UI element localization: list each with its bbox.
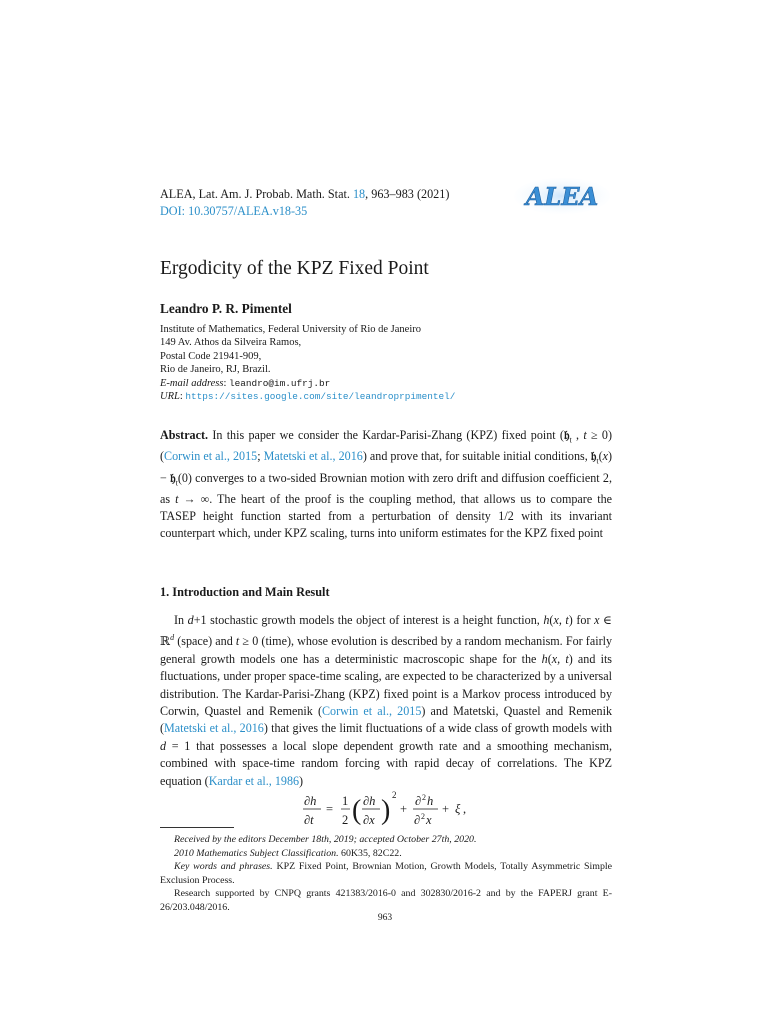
section-body: In d+1 stochastic growth models the object of interest is a height function, h(x, t) for x ∈ ℝ$^d$ (space) and t ≥ 0 (time), whose evolution is described by a random mechanism. For fairly general growth models one has a deterministic macroscopic shape for the h(x, t) and its fluctuations, under proper space-time scaling, are expected to be characterized by a universal distribution. The Kardar-Parisi-Zhang (KPZ) fixed point is a Markov process introduced by Corwin, Quastel and Remenik (Corwin et al., 2015) and Matetski, Quastel and Remenik (Matetski et al., 2016) that gives the limit fluctuations of a wide class of growth models with d = 1 that possesses a local slope dependent growth rate and a smoothing mechanism, combined with space-time random forcing with rapid decay of correlations. The KPZ equation (Kardar et al., 1986) [160,613,613,788]
svg-text:2: 2 [342,813,349,827]
svg-text:2: 2 [421,812,425,821]
citation-link[interactable]: Corwin et al., 2015 [164,449,258,464]
email-line: E-mail address: leandro@im.ufrj.br [160,377,331,389]
footnote-rule [160,827,234,828]
svg-text:∂t: ∂t [304,813,314,827]
received-note: Received by the editors December 18th, 2019; accepted October 27th, 2020. [174,834,477,845]
affiliation-line: Institute of Mathematics, Federal University of Rio de Janeiro [160,324,421,335]
homepage-link[interactable]: https://sites.google.com/site/leandroprpimentel/ [185,391,456,403]
kpz-equation [300,788,500,834]
affiliation-line: Rio de Janeiro, RJ, Brazil. [160,364,271,376]
url-line: URL: https://sites.google.com/site/leandroprpimentel/ [160,391,456,403]
abstract: Abstract. In this paper we consider the Kardar-Parisi-Zhang (KPZ) fixed point (𝔥$_t$ , t ≥ 0) (Corwin et al., 2015; Matetski et al., 2016) and prove that, for suitable initial conditions, 𝔥$_t$(x) − 𝔥$_t$(0) converges to a two-sided Brownian motion with zero drift and diffusion coefficient 2, as t → ∞. The heart of the proof is the coupling method, that allows us to compare the TASEP height function started from a perturbation of density 1/2 with its invariant counterpart which, under KPZ scaling, turns into uniform estimates for the KPZ fixed point [160,428,612,541]
logo-text: ALEA [525,182,599,211]
svg-text:2: 2 [392,790,397,800]
svg-text:h: h [427,794,434,808]
svg-text:∂: ∂ [414,813,421,827]
citation-link[interactable]: Kardar et al., 1986 [208,773,300,788]
affiliation-line: 149 Av. Athos da Silveira Ramos, [160,337,302,349]
citation-link[interactable]: Corwin et al., 2015 [321,704,422,719]
doi-link[interactable]: DOI: 10.30757/ALEA.v18-35 [160,204,308,218]
svg-text:+: + [442,802,450,816]
svg-text:=: = [326,802,334,816]
svg-text:∂: ∂ [415,794,422,808]
svg-text:1: 1 [342,794,349,808]
svg-text:x: x [426,813,432,827]
author-name: Leandro P. R. Pimentel [160,301,292,316]
keywords-note: Key words and phrases. KPZ Fixed Point, Brownian Motion, Growth Models, Totally Asymmetric Simple Exclusion Process. [160,861,613,886]
svg-text:(: ( [352,795,362,826]
svg-text:ξ: ξ [455,802,461,816]
msc-note: 2010 Mathematics Subject Classification. 60K35, 82C22. [174,847,402,859]
paper-title: Ergodicity of the KPZ Fixed Point [160,258,429,279]
svg-text:2: 2 [422,793,426,802]
svg-text:∂x: ∂x [363,813,375,827]
abstract-label: Abstract. [160,428,209,442]
section-heading: 1. Introduction and Main Result [160,585,330,599]
svg-text:∂h: ∂h [363,794,376,808]
citation-link[interactable]: Matetski et al., 2016 [164,721,264,736]
svg-text:+: + [400,802,408,816]
citation-link[interactable]: Matetski et al., 2016 [263,449,363,464]
alea-logo [512,176,612,216]
affiliation-line: Postal Code 21941-909, [160,350,262,362]
volume-link[interactable]: 18 [352,187,366,201]
svg-text:): ) [381,795,391,826]
email-address[interactable]: leandro@im.ufrj.br [229,377,331,389]
svg-text:∂h: ∂h [304,794,317,808]
affiliation-block [160,323,455,403]
funding-note: Research supported by CNPQ grants 421383/2016-0 and 302830/2016-2 and by the FAPERJ grant E-26/203.048/2016. [160,888,612,913]
footnotes [160,833,612,915]
page-number: 963 [377,913,393,923]
journal-citation: ALEA, Lat. Am. J. Probab. Math. Stat. 18, 963–983 (2021) [160,187,450,201]
svg-text:,: , [463,802,467,816]
